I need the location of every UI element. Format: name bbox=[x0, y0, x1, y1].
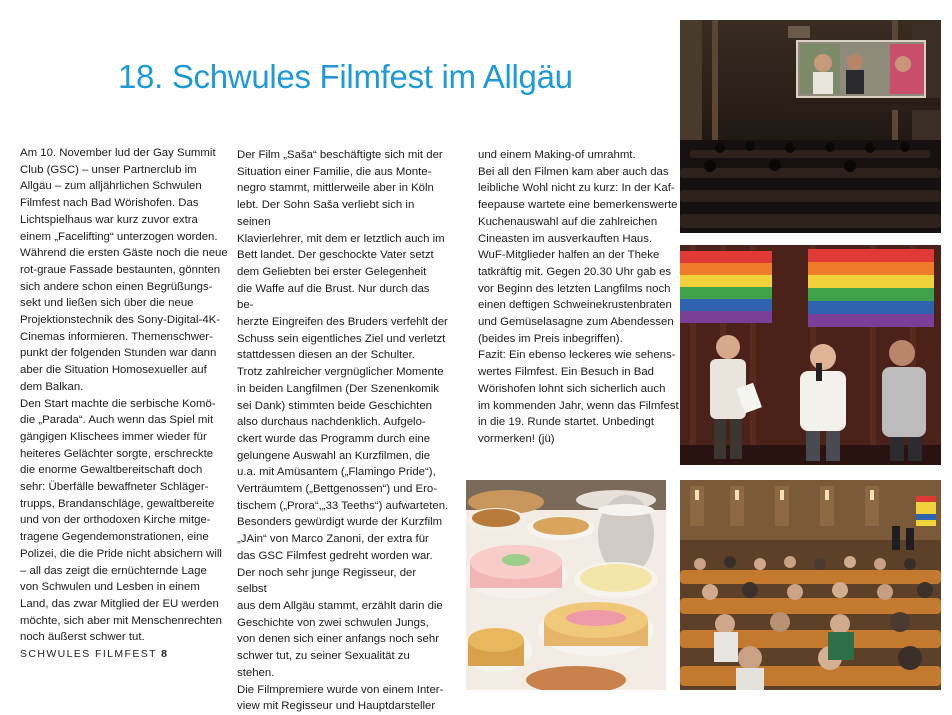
text-line: Fazit: Ein ebenso leckeres wie sehens- bbox=[478, 349, 676, 362]
stage-interview-photo bbox=[680, 245, 941, 465]
text-line: von denen sich einer anfangs noch sehr bbox=[237, 633, 440, 646]
text-line: schwer tut, zu seiner Sexualität zu stehen. bbox=[237, 650, 410, 679]
page-number: 8 bbox=[161, 648, 169, 660]
text-column-3 bbox=[478, 147, 683, 448]
text-line: Trotz zahlreicher vergnüglicher Momente bbox=[237, 366, 444, 379]
text-line: lebt. Der Sohn Saša verliebt sich in seinen bbox=[237, 199, 415, 228]
text-line: aber die Situation Homosexueller auf bbox=[20, 364, 207, 377]
text-line: aus dem Allgäu stammt, erzählt darin die bbox=[237, 599, 443, 612]
text-line: Polizei, die die Pride nicht absichern will bbox=[20, 547, 222, 560]
text-line: dem Geliebten bei erster Gelegenheit bbox=[237, 265, 427, 278]
text-line: Geschichte von zwei schwulen Jungs, bbox=[237, 616, 429, 629]
text-line: dem Balkan. bbox=[20, 380, 84, 393]
text-line: Projektionstechnik des Sony-Digital-4K- bbox=[20, 314, 221, 327]
text-line: und von der orthodoxen Kirche mitge- bbox=[20, 514, 211, 527]
text-line: Am 10. November lud der Gay Summit bbox=[20, 147, 216, 159]
text-line: das GSC Filmfest gedreht worden war. bbox=[237, 549, 433, 562]
article-title: 18. Schwules Filmfest im Allgäu bbox=[118, 58, 573, 95]
text-line: also durchaus nachdenklich. Aufgelo- bbox=[237, 416, 426, 429]
text-line: gängigen Klischees immer wieder für bbox=[20, 430, 207, 443]
text-line: vor Beginn des letzten Langfilms noch bbox=[478, 282, 671, 295]
text-line: ckert wurde das Programm durch eine bbox=[237, 432, 431, 445]
text-line: Der noch sehr junge Regisseur, der selbst bbox=[237, 566, 417, 596]
text-column-2 bbox=[237, 147, 449, 715]
text-line: negro stammt, mittlerweile aber in Köln bbox=[237, 182, 434, 195]
text-line: gelungene Auswahl an Kurzfilmen, die bbox=[237, 449, 431, 462]
text-line: von Schwulen und Lesben in einem bbox=[20, 581, 200, 594]
text-column-1 bbox=[20, 145, 232, 646]
text-line: Die Filmpremiere wurde von einem Inter- bbox=[237, 683, 444, 696]
text-line: rot-graue Fassade bestaunten, gönnten bbox=[20, 263, 221, 276]
text-line: Cineasten im ausverkauften Haus. bbox=[478, 232, 653, 245]
text-line: Bett landet. Der geschockte Vater setzt bbox=[237, 249, 434, 262]
text-line: die Waffe auf die Brust. Nur durch das be- bbox=[237, 282, 430, 312]
text-line: tragene Gegendemonstrationen, eine bbox=[20, 531, 209, 544]
text-line: Lichtspielhaus war kurz zuvor extra bbox=[20, 213, 198, 226]
text-line: herzte Eingreifen des Bruders verfehlt der bbox=[237, 316, 448, 329]
text-line: Verträumtem („Bettgenossen“) und Ero- bbox=[237, 483, 438, 496]
cinema-screen-photo bbox=[680, 20, 941, 233]
text-line: noch äußerst schwer tut. bbox=[20, 631, 145, 644]
text-line: im kommenden Jahr, wenn das Filmfest bbox=[478, 399, 679, 412]
text-line: in beiden Langfilmen (Der Szenenkomik bbox=[237, 382, 439, 395]
text-line: sehr: Überfälle bewaffneter Schläger- bbox=[20, 481, 209, 494]
text-line: Bei all den Filmen kam aber auch das bbox=[478, 165, 669, 178]
footer-section: SCHWULES FILMFEST bbox=[20, 648, 157, 660]
text-line: Allgäu – zum alljährlichen Schwulen bbox=[20, 180, 202, 193]
text-line: Der Film „Saša“ beschäftigte sich mit der bbox=[237, 149, 443, 161]
text-line: sich andere schon einen Begrüßungs- bbox=[20, 280, 213, 293]
text-line: Club (GSC) – unser Partnerclub im bbox=[20, 163, 197, 176]
text-line: und Gemüselasagne zum Abendessen bbox=[478, 316, 674, 329]
text-line: möchte, sich aber mit Menschenrechten bbox=[20, 614, 222, 627]
text-line: sei Dank) stimmten beide Geschichten bbox=[237, 399, 432, 412]
text-line: heiteres Gelächter sorgte, erschreckte bbox=[20, 447, 214, 460]
text-line: stattdessen diesen an der Schulter. bbox=[237, 349, 415, 362]
page-footer bbox=[20, 648, 168, 660]
text-line: Den Start machte die serbische Komö- bbox=[20, 397, 216, 410]
text-line: Schuss sein eigentliches Ziel und verletzt bbox=[237, 332, 446, 345]
text-line: Situation einer Familie, die aus Monte- bbox=[237, 165, 432, 178]
text-line: die enorme Gewaltbereitschaft doch bbox=[20, 464, 203, 477]
text-line: tischem („Prora“,„33 Teeths“) aufwarteten. bbox=[237, 499, 449, 512]
text-line: (beides im Preis inbegriffen). bbox=[478, 332, 623, 345]
text-line: sekt und ließen sich über die neue bbox=[20, 297, 194, 310]
text-line: punkt der folgenden Stunden war dann bbox=[20, 347, 217, 360]
text-line: in die 19. Runde startet. Unbedingt bbox=[478, 416, 655, 429]
text-line: WuF-Mitglieder halfen an der Theke bbox=[478, 249, 660, 262]
text-line: Während die ersten Gäste noch die neue bbox=[20, 247, 228, 260]
text-line: Klavierlehrer, mit dem er letztlich auch im bbox=[237, 232, 445, 245]
text-line: view mit Regisseur und Hauptdarsteller bbox=[237, 700, 436, 713]
cake-buffet-photo bbox=[466, 480, 666, 690]
text-line: trupps, Brandanschläge, gewaltbereite bbox=[20, 497, 215, 510]
text-line: feepause wartete eine bemerkenswerte bbox=[478, 199, 678, 212]
text-line: die „Parada“. Auch wenn das Spiel mit bbox=[20, 414, 214, 427]
text-line: und einem Making-of umrahmt. bbox=[478, 149, 636, 161]
text-line: vormerken! (jü) bbox=[478, 432, 555, 445]
text-line: einem „Facelifting“ unterzogen worden. bbox=[20, 230, 218, 243]
text-line: Besonders gewürdigt wurde der Kurzfilm bbox=[237, 516, 443, 529]
text-line: tatkräftig mit. Gegen 20.30 Uhr gab es bbox=[478, 265, 672, 278]
text-line: „JAin“ von Marco Zanoni, der extra für bbox=[237, 533, 429, 546]
text-line: Kuchenauswahl auf die zahlreichen bbox=[478, 215, 658, 228]
text-line: leibliche Wohl nicht zu kurz: In der Kaf- bbox=[478, 182, 675, 195]
text-line: einen deftigen Schweinekrustenbraten bbox=[478, 299, 672, 312]
text-line: Wörishofen lohnt sich sicherlich auch bbox=[478, 382, 666, 395]
text-line: Cinemas informieren. Themenschwer- bbox=[20, 330, 213, 343]
text-line: Filmfest nach Bad Wörishofen. Das bbox=[20, 197, 199, 210]
audience-photo bbox=[680, 480, 941, 690]
text-line: u.a. mit Amüsantem („Flamingo Pride“), bbox=[237, 466, 436, 479]
text-line: – all das zeigt die ernüchternde Lage bbox=[20, 564, 207, 577]
text-line: wertes Filmfest. Ein Besuch in Bad bbox=[478, 366, 654, 379]
text-line: Land, das zwar Mitglied der EU werden bbox=[20, 597, 219, 610]
